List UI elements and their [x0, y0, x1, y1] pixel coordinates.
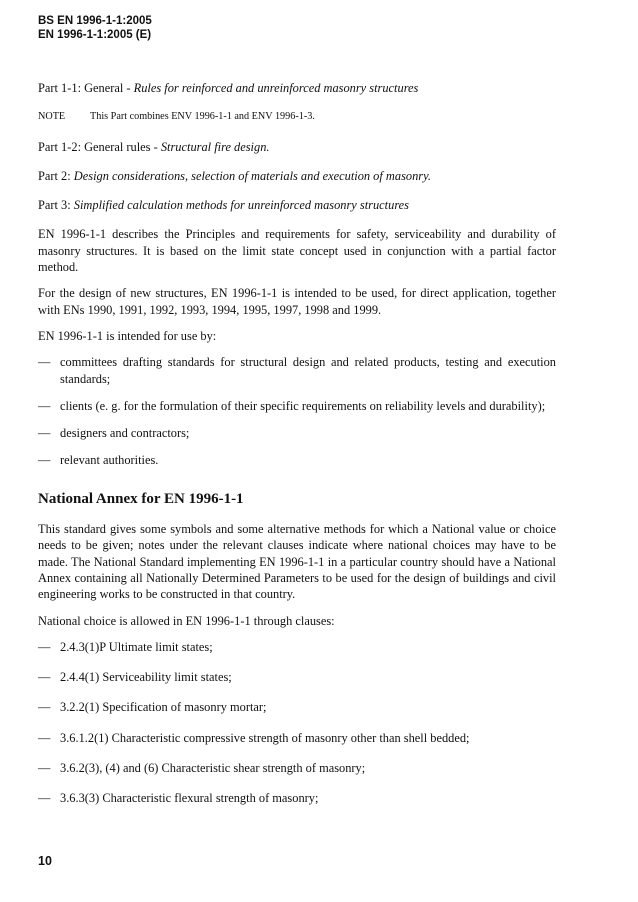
note: [38, 109, 556, 125]
part-1-1-line: [38, 80, 556, 96]
part-2-title: Design considerations, selection of materials and execution of masonry.: [73, 168, 432, 183]
clause-text: 2.4.4(1) Serviceability limit states;: [60, 670, 232, 685]
part-1-2-prefix: Part 1-2: General rules -: [38, 139, 161, 154]
page-number: 10: [38, 854, 52, 868]
dash-bullet: —: [38, 398, 51, 413]
list-item-text: committees drafting standards for structural design and related products, testing and execution standards;: [60, 355, 556, 386]
list-item: [38, 398, 556, 414]
list-item: [38, 790, 556, 806]
standard-code-bs: BS EN 1996-1-1:2005: [38, 15, 152, 27]
part-2-line: [38, 168, 556, 184]
dash-bullet: —: [38, 791, 51, 806]
users-list: [38, 354, 556, 468]
note-label: NOTE: [38, 111, 66, 123]
intended-users-paragraph: EN 1996-1-1 is intended for use by:: [38, 328, 217, 343]
clause-text: 3.2.2(1) Specification of masonry mortar;: [60, 700, 267, 715]
dash-bullet: —: [38, 761, 51, 776]
list-item: [38, 669, 556, 685]
dash-bullet: —: [38, 426, 51, 441]
national-choice-paragraph: National choice is allowed in EN 1996-1-1 through clauses:: [38, 613, 335, 628]
list-item: [38, 354, 556, 387]
dash-bullet: —: [38, 355, 51, 370]
clause-text: 3.6.3(3) Characteristic flexural strength of masonry;: [60, 791, 319, 806]
part-1-1-title: Rules for reinforced and unreinforced masonry structures: [133, 81, 419, 95]
list-item: [38, 639, 556, 655]
section-heading-national-annex: National Annex for EN 1996-1-1: [38, 490, 244, 507]
part-3-line: [38, 197, 556, 213]
note-text: This Part combines ENV 1996-1-1 and ENV 1996-1-3.: [90, 111, 315, 123]
page-header: [38, 14, 152, 42]
list-item: [38, 699, 556, 715]
list-item-text: designers and contractors;: [60, 426, 190, 441]
dash-bullet: —: [38, 639, 51, 654]
dash-bullet: —: [38, 700, 51, 715]
part-1-2-title: Structural fire design.: [160, 139, 270, 154]
dash-bullet: —: [38, 670, 51, 685]
standard-code-en: EN 1996-1-1:2005 (E): [38, 29, 152, 41]
national-annex-paragraph: This standard gives some symbols and some alternative methods for which a National value or choice needs to be given; notes under the relevant clauses indicate where national choices may have to be made. The National Standard implementing EN 1996-1-1 in a particular country should have a National Annex containing all Nationally Determined Parameters to be used for the design of buildings and civil engineering works to be constructed in that country.: [38, 522, 556, 602]
list-item-text: relevant authorities.: [60, 453, 159, 468]
application-paragraph: For the design of new structures, EN 1996-1-1 is intended to be used, for direct application, together with ENs 1990, 1991, 1992, 1993, 1994, 1995, 1997, 1998 and 1999.: [38, 286, 556, 317]
dash-bullet: —: [38, 730, 51, 745]
list-item: [38, 730, 556, 746]
part-3-title: Simplified calculation methods for unreinforced masonry structures: [73, 198, 409, 213]
part-3-prefix: Part 3:: [38, 198, 74, 213]
part-1-2-line: [38, 139, 556, 155]
clause-text: 3.6.2(3), (4) and (6) Characteristic shear strength of masonry;: [60, 761, 366, 776]
clause-text: 2.4.3(1)P Ultimate limit states;: [60, 639, 213, 654]
list-item: [38, 760, 556, 776]
list-item: [38, 425, 556, 441]
part-2-prefix: Part 2:: [38, 168, 74, 183]
scope-paragraph: EN 1996-1-1 describes the Principles and requirements for safety, serviceability and durability of masonry structures. It is based on the limit state concept used in conjunction with a partial factor method.: [38, 227, 556, 275]
part-1-1-prefix: Part 1-1: General -: [38, 81, 134, 95]
document-body: [38, 80, 556, 821]
clause-text: 3.6.1.2(1) Characteristic compressive strength of masonry other than shell bedded;: [60, 730, 470, 745]
list-item-text: clients (e. g. for the formulation of their specific requirements on reliability levels and durability);: [60, 398, 546, 413]
dash-bullet: —: [38, 453, 51, 468]
clauses-list: [38, 639, 556, 807]
list-item: [38, 452, 556, 468]
